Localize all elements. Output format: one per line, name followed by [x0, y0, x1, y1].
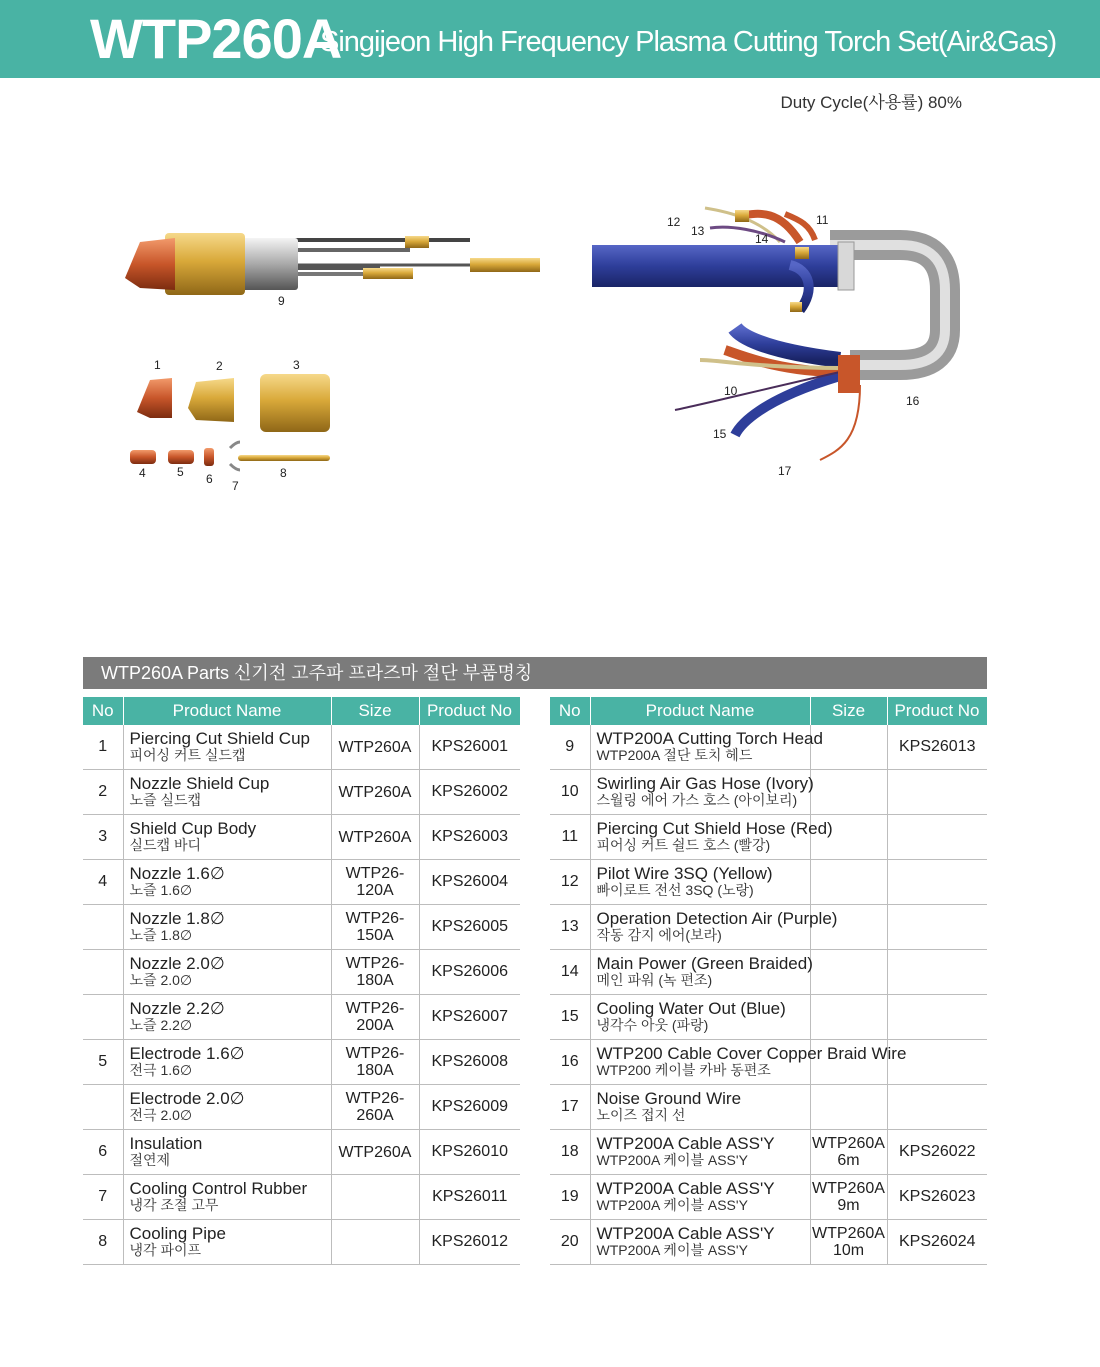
parts-section-title: WTP260A Parts 신기전 고주파 프라즈마 절단 부품명칭 [83, 657, 987, 689]
col-header-size: Size [331, 697, 419, 725]
table-row [550, 860, 987, 905]
table-row [83, 860, 520, 905]
product-name-en: Piercing Cut Shield Cup [129, 729, 310, 748]
product-name-ko: 스월링 에어 가스 호스 (아이보리) [596, 792, 798, 808]
product-name-en: Cooling Pipe [129, 1224, 226, 1243]
cell-product-no [887, 1085, 987, 1130]
cell-size: WTP26-200A [331, 995, 419, 1040]
table-header-row [550, 697, 987, 725]
product-name-en: Pilot Wire 3SQ (Yellow) [596, 864, 773, 883]
cell-product-name [590, 1040, 907, 1085]
table-row [550, 905, 987, 950]
cell-size [331, 1175, 419, 1220]
cell-product-name [123, 905, 331, 950]
parts-table-right-body [550, 725, 987, 1265]
cell-no: 2 [83, 770, 123, 815]
product-name-en: Main Power (Green Braided) [596, 954, 813, 973]
product-name-en: Shield Cup Body [129, 819, 257, 838]
table-row [83, 1085, 520, 1130]
product-name-ko: WTP200A 케이블 ASS'Y [596, 1197, 748, 1213]
cell-product-name [123, 1085, 331, 1130]
cell-no: 15 [550, 995, 590, 1040]
product-name-ko: WTP200A 케이블 ASS'Y [596, 1152, 748, 1168]
product-name-ko: 노즐 2.0∅ [129, 972, 193, 988]
callout-2: 2 [216, 359, 223, 373]
product-name-en: Noise Ground Wire [596, 1089, 742, 1108]
cell-product-no: KPS26022 [887, 1130, 987, 1175]
cell-size [331, 1220, 419, 1265]
product-name-ko: 빠이로트 전선 3SQ (노랑) [596, 882, 754, 898]
table-row [550, 1130, 987, 1175]
product-name-ko: 전극 1.6∅ [129, 1062, 193, 1078]
cell-no: 8 [83, 1220, 123, 1265]
callout-13: 13 [691, 224, 705, 238]
cell-product-no [887, 995, 987, 1040]
table-row [83, 995, 520, 1040]
cell-no [83, 995, 123, 1040]
product-name-en: Cooling Control Rubber [129, 1179, 308, 1198]
cell-no: 5 [83, 1040, 123, 1085]
cell-product-name [590, 995, 810, 1040]
model-title: WTP260A [90, 7, 342, 70]
table-row [83, 1220, 520, 1265]
product-name-en: Insulation [129, 1134, 203, 1153]
product-name-ko: 절연제 [129, 1152, 171, 1168]
cell-product-name [590, 860, 810, 905]
callout-4: 4 [139, 466, 146, 480]
table-row [550, 770, 987, 815]
table-header-row [83, 697, 520, 725]
product-name-ko: 피어싱 커트 쉴드 호스 (빨강) [596, 837, 771, 853]
cell-product-name [590, 725, 823, 770]
cell-product-no [887, 950, 987, 995]
cell-product-name [590, 815, 833, 860]
size-length: 9m [837, 1197, 860, 1214]
table-row [550, 1220, 987, 1265]
product-name-ko: 노이즈 접지 선 [596, 1107, 686, 1123]
product-name-en: Nozzle 2.2∅ [129, 999, 225, 1018]
cell-no [83, 1085, 123, 1130]
product-name-en: WTP200A Cable ASS'Y [596, 1134, 775, 1153]
product-name-ko: WTP200A 절단 토치 헤드 [596, 747, 753, 763]
product-name-en: WTP200A Cable ASS'Y [596, 1179, 775, 1198]
product-name-en: Piercing Cut Shield Hose (Red) [596, 819, 833, 838]
cell-no: 7 [83, 1175, 123, 1220]
cell-size: WTP26-150A [331, 905, 419, 950]
product-name-ko: 노즐 실드캡 [129, 792, 202, 808]
col-header-product-name: Product Name [590, 697, 810, 725]
cell-no: 13 [550, 905, 590, 950]
cell-product-no [887, 860, 987, 905]
cell-product-name [590, 1175, 810, 1220]
product-name-en: Nozzle Shield Cup [129, 774, 270, 793]
cell-size [810, 860, 887, 905]
col-header-no: No [550, 697, 590, 725]
product-name-ko: 실드캡 바디 [129, 837, 202, 853]
cell-product-name [590, 770, 814, 815]
cell-product-no: KPS26001 [419, 725, 520, 770]
cell-no: 19 [550, 1175, 590, 1220]
size-model: WTP260A [812, 1180, 885, 1197]
cell-product-no: KPS26005 [419, 905, 520, 950]
callout-16: 16 [906, 394, 920, 408]
product-name-en: Electrode 2.0∅ [129, 1089, 245, 1108]
col-header-product-name: Product Name [123, 697, 331, 725]
callout-12: 12 [667, 215, 681, 229]
cell-product-no: KPS26004 [419, 860, 520, 905]
cell-size [810, 1175, 887, 1220]
callout-11: 11 [816, 213, 829, 227]
cell-size [810, 1220, 887, 1265]
cell-no: 10 [550, 770, 590, 815]
callout-5: 5 [177, 465, 184, 479]
product-name-en: Nozzle 2.0∅ [129, 954, 225, 973]
table-row [83, 1040, 520, 1085]
cell-product-no: KPS26011 [419, 1175, 520, 1220]
cell-product-no [887, 905, 987, 950]
cell-product-name [123, 860, 331, 905]
product-name-en: Cooling Water Out (Blue) [596, 999, 786, 1018]
product-name-en: Nozzle 1.8∅ [129, 909, 225, 928]
cell-product-no: KPS26023 [887, 1175, 987, 1220]
product-name-ko: WTP200 케이블 카바 동편조 [596, 1062, 771, 1078]
callout-15: 15 [713, 427, 727, 441]
cell-product-no [887, 770, 987, 815]
page-header [0, 0, 1100, 78]
table-row [83, 815, 520, 860]
callout-8: 8 [280, 466, 287, 480]
cell-product-name [590, 1085, 810, 1130]
cell-no: 14 [550, 950, 590, 995]
cell-product-no: KPS26002 [419, 770, 520, 815]
cell-product-name [123, 1220, 331, 1265]
cell-size: WTP260A [331, 725, 419, 770]
cell-no: 18 [550, 1130, 590, 1175]
table-row [83, 725, 520, 770]
table-row [550, 815, 987, 860]
cell-size [810, 1130, 887, 1175]
product-name-ko: WTP200A 케이블 ASS'Y [596, 1242, 748, 1258]
cell-no: 12 [550, 860, 590, 905]
table-row [83, 905, 520, 950]
cell-product-name [590, 1130, 810, 1175]
cell-size: WTP26-180A [331, 1040, 419, 1085]
cell-size [810, 1085, 887, 1130]
cell-product-no: KPS26010 [419, 1130, 520, 1175]
product-name-ko: 작동 감지 에어(보라) [596, 927, 722, 943]
cell-product-no: KPS26009 [419, 1085, 520, 1130]
cell-no: 3 [83, 815, 123, 860]
product-name-en: Electrode 1.6∅ [129, 1044, 245, 1063]
cell-no: 9 [550, 725, 590, 770]
cell-size: WTP26-180A [331, 950, 419, 995]
cell-no [83, 950, 123, 995]
cell-product-no: KPS26013 [887, 725, 987, 770]
cell-product-name [590, 905, 838, 950]
product-name-ko: 냉각 파이프 [129, 1242, 202, 1258]
cell-product-name [123, 815, 331, 860]
cell-product-no: KPS26008 [419, 1040, 520, 1085]
table-row [83, 950, 520, 995]
cell-product-name [590, 1220, 810, 1265]
torch-illustration [0, 150, 1100, 500]
cell-product-name [123, 1040, 331, 1085]
torch-head [125, 233, 540, 295]
cell-product-no: KPS26006 [419, 950, 520, 995]
product-name-ko: 전극 2.0∅ [129, 1107, 193, 1123]
product-name-ko: 노즐 1.8∅ [129, 927, 193, 943]
table-row [550, 995, 987, 1040]
cell-product-name [123, 1175, 331, 1220]
table-row [550, 1085, 987, 1130]
table-row [550, 1040, 987, 1085]
cell-size [810, 995, 887, 1040]
callout-17: 17 [778, 464, 792, 478]
product-name-en: WTP200 Cable Cover Copper Braid Wire [596, 1044, 907, 1063]
cell-no: 6 [83, 1130, 123, 1175]
col-header-product-no: Product No [419, 697, 520, 725]
size-model: WTP260A [812, 1225, 885, 1242]
table-row [83, 770, 520, 815]
cell-product-no: KPS26003 [419, 815, 520, 860]
table-row [83, 1130, 520, 1175]
callout-1: 1 [154, 358, 161, 372]
product-name-en: WTP200A Cable ASS'Y [596, 1224, 775, 1243]
cell-product-name [123, 995, 331, 1040]
cell-no: 4 [83, 860, 123, 905]
callout-7: 7 [232, 479, 239, 493]
cell-no: 1 [83, 725, 123, 770]
cell-product-name [123, 725, 331, 770]
product-name-ko: 노즐 2.2∅ [129, 1017, 193, 1033]
size-length: 6m [837, 1152, 860, 1169]
product-name-ko: 노즐 1.6∅ [129, 882, 193, 898]
cell-product-name [123, 1130, 331, 1175]
callout-3: 3 [293, 358, 300, 372]
callout-14: 14 [755, 232, 769, 246]
size-model: WTP260A [812, 1135, 885, 1152]
cell-size [810, 950, 887, 995]
product-name-en: Operation Detection Air (Purple) [596, 909, 838, 928]
cell-product-no: KPS26007 [419, 995, 520, 1040]
cell-product-no: KPS26012 [419, 1220, 520, 1265]
cell-no: 11 [550, 815, 590, 860]
product-subtitle: Singijeon High Frequency Plasma Cutting Torch Set(Air&Gas) [320, 26, 1057, 58]
product-name-ko: 피어싱 커트 실드캡 [129, 747, 246, 763]
cell-size [810, 770, 887, 815]
callout-10: 10 [724, 384, 738, 398]
parts-table-left [83, 697, 521, 1265]
parts-table-left-body [83, 725, 520, 1265]
col-header-product-no: Product No [887, 697, 987, 725]
cell-product-name [123, 770, 331, 815]
product-name-en: Nozzle 1.6∅ [129, 864, 225, 883]
cell-product-name [590, 950, 813, 995]
cell-size: WTP260A [331, 815, 419, 860]
product-name-ko: 냉각수 아웃 (파랑) [596, 1017, 709, 1033]
cell-no: 17 [550, 1085, 590, 1130]
col-header-size: Size [810, 697, 887, 725]
parts-table-right [550, 697, 988, 1265]
product-name-en: WTP200A Cutting Torch Head [596, 729, 823, 748]
cell-no [83, 905, 123, 950]
duty-cycle: Duty Cycle(사용률) 80% [780, 93, 962, 112]
size-length: 10m [832, 1242, 865, 1259]
cell-size: WTP260A [331, 770, 419, 815]
cell-no: 16 [550, 1040, 590, 1085]
cell-size: WTP26-260A [331, 1085, 419, 1130]
table-row [550, 725, 987, 770]
callout-6: 6 [206, 472, 213, 486]
product-name-ko: 메인 파워 (녹 편조) [596, 972, 713, 988]
product-name-ko: 냉각 조절 고무 [129, 1197, 219, 1213]
table-row [83, 1175, 520, 1220]
table-row [550, 1175, 987, 1220]
callout-9: 9 [278, 294, 285, 308]
cell-size: WTP260A [331, 1130, 419, 1175]
cell-product-no: KPS26024 [887, 1220, 987, 1265]
cell-product-name [123, 950, 331, 995]
consumable-parts [130, 374, 330, 470]
col-header-no: No [83, 697, 123, 725]
table-row [550, 950, 987, 995]
cell-product-no [887, 815, 987, 860]
product-name-en: Swirling Air Gas Hose (Ivory) [596, 774, 814, 793]
cell-size: WTP26-120A [331, 860, 419, 905]
cell-no: 20 [550, 1220, 590, 1265]
cable-assembly [592, 208, 945, 460]
